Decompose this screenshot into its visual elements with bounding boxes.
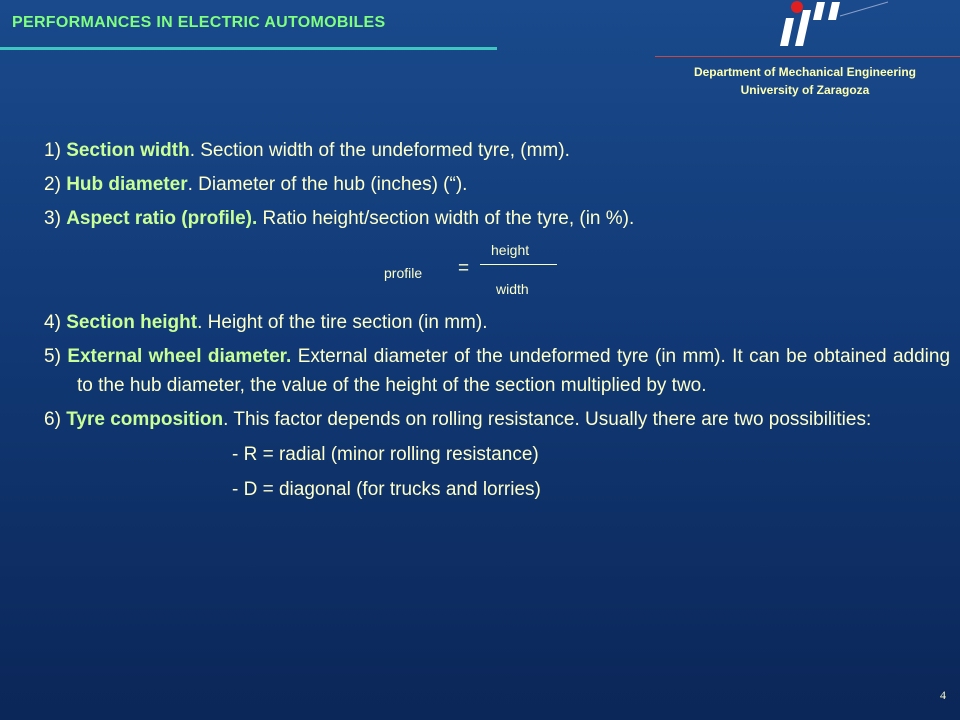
item-label: External wheel diameter.: [67, 346, 292, 367]
item-number: 5): [44, 346, 61, 367]
item-label: Hub diameter: [66, 174, 188, 195]
item-label: Section width: [66, 140, 190, 161]
formula-equals: =: [458, 258, 470, 279]
item-text: . Diameter of the hub (inches) (“).: [187, 174, 468, 195]
university-name: University of Zaragoza: [740, 83, 870, 97]
formula-denominator: width: [496, 281, 529, 297]
item-text: External diameter of the undeformed tyre (in mm). It can be obtained adding to the hub diameter, the value of the height of the section multiplied by two.: [77, 346, 951, 396]
slide-content: [44, 136, 950, 504]
item-number: 2): [44, 174, 61, 195]
fraction-bar: [480, 264, 557, 265]
item-number: 3): [44, 208, 61, 229]
item-label: Aspect ratio (profile).: [66, 208, 258, 229]
option-diagonal: - D = diagonal (for trucks and lorries): [232, 479, 541, 500]
item-number: 4): [44, 312, 61, 333]
department-block: [655, 63, 955, 99]
item-number: 6): [44, 409, 61, 430]
formula-lhs: profile: [384, 265, 423, 281]
item-label: Section height: [66, 312, 198, 333]
profile-formula: [44, 233, 950, 308]
slide-title: PERFORMANCES IN ELECTRIC AUTOMOBILES: [12, 14, 386, 31]
page-number: 4: [940, 688, 946, 702]
list-item-section-width: [44, 136, 950, 165]
option-radial: - R = radial (minor rolling resistance): [232, 444, 539, 465]
item-number: 1): [44, 140, 61, 161]
formula-numerator: height: [491, 242, 530, 258]
item-text: . Height of the tire section (in mm).: [197, 312, 488, 333]
item-text: . Section width of the undeformed tyre, (mm).: [189, 140, 570, 161]
university-logo-icon: [770, 0, 890, 50]
list-item-hub-diameter: [44, 170, 950, 199]
list-item-aspect-ratio: [44, 204, 950, 233]
item-label: Tyre composition: [66, 409, 224, 430]
list-item-section-height: [44, 308, 950, 337]
list-item-external-diameter: [44, 342, 950, 400]
item-text: . This factor depends on rolling resistance. Usually there are two possibilities:: [223, 409, 872, 430]
list-item-tyre-composition: [44, 405, 950, 434]
department-divider: [655, 56, 960, 57]
department-name: Department of Mechanical Engineering: [693, 65, 917, 79]
item-text: Ratio height/section width of the tyre, (in %).: [257, 208, 635, 229]
title-underline: [0, 47, 497, 50]
